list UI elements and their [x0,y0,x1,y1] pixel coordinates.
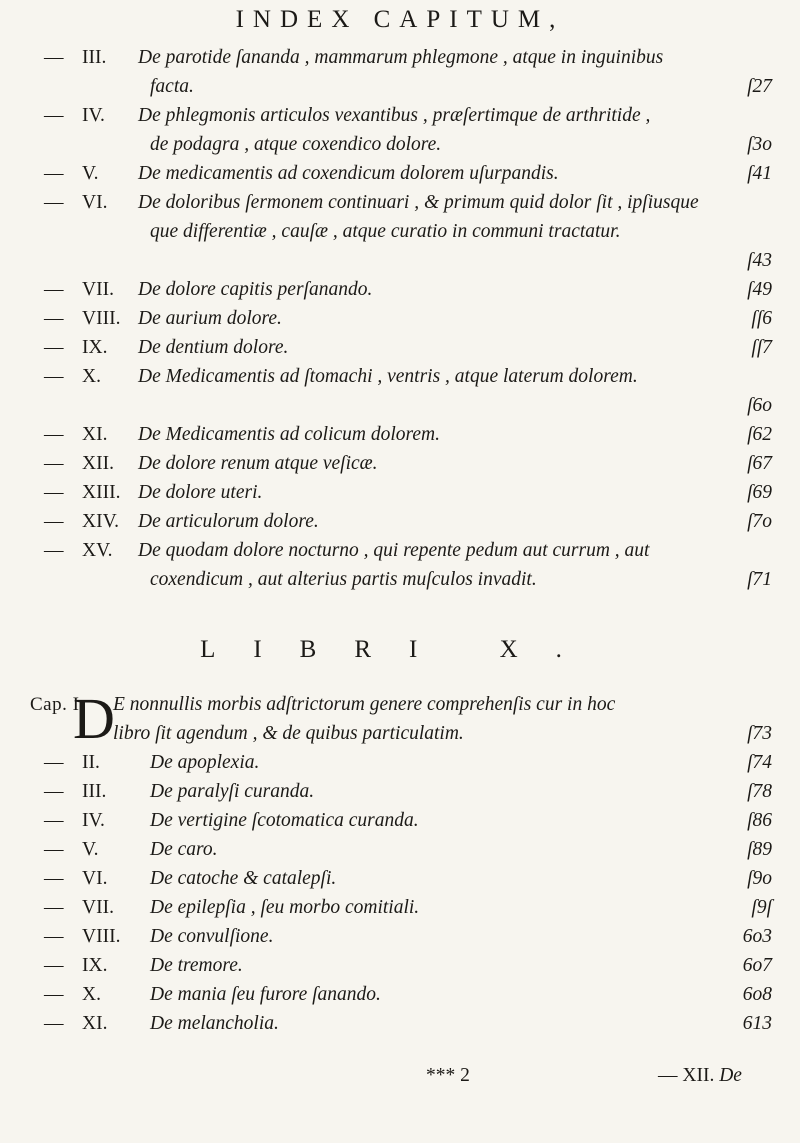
chapter-entry [0,536,800,565]
entry-dash: — [44,511,64,532]
page-number: 6o8 [742,984,772,1005]
chapter-entry [0,835,800,864]
chapter-title: De dolore capitis perſanando. [138,279,373,300]
entry-dash: — [44,279,64,300]
page-number: ſ69 [747,482,772,503]
signature-mark: *** 2 [426,1065,470,1086]
entry-dash: — [44,105,64,126]
chapter-entry-continued [0,565,800,594]
chapter-entry [0,864,800,893]
catchword-word: De [719,1065,742,1086]
chapter-list-part-2 [0,748,800,1038]
page-number: ſ86 [747,810,772,831]
page-number: ſ49 [747,279,772,300]
chapter-title-continued: libro ſit agendum , & de quibus particulatim. [113,723,464,744]
page-number: ſſ7 [751,337,772,358]
chapter-list-part-1 [0,43,800,594]
entry-dash: — [44,47,64,68]
chapter-number: VII. [82,279,114,300]
chapter-number: VIII. [82,926,121,947]
page-number: ſ7o [747,511,772,532]
page-number: ſ9ſ [751,897,772,918]
page-number: ſ67 [747,453,772,474]
chapter-title: De paralyſi curanda. [150,781,315,802]
chapter-entry-continued [0,217,800,246]
book-title: LIBRI X. [200,636,600,663]
chapter-entry [0,304,800,333]
chapter-title: De aurium dolore. [138,308,282,329]
chapter-entry [0,362,800,391]
chapter-title-continued: facta. [150,76,194,97]
page-number: ſ9o [747,868,772,889]
chapter-number: VI. [82,868,108,889]
chapter-entry [0,188,800,217]
entry-dash: — [44,366,64,387]
chapter-number: X. [82,366,101,387]
page-number: 6o3 [742,926,772,947]
chapter-title: De quodam dolore nocturno , qui repente pedum aut currum , aut [138,540,650,561]
chapter-entry [0,275,800,304]
chapter-entry-continued [0,72,800,101]
entry-dash: — [44,984,64,1005]
chapter-number: IX. [82,337,108,358]
entry-dash: — [44,308,64,329]
catchword [658,1065,742,1087]
entry-dash: — [44,192,64,213]
chapter-entry [0,922,800,951]
chapter-title-continued: que differentiæ , cauſæ , atque curatio in communi tractatur. [150,221,621,242]
page-number: ſ43 [747,250,772,271]
chapter-number: III. [82,781,107,802]
entry-dash: — [44,482,64,503]
page-number: ſ78 [747,781,772,802]
chapter-number: XIII. [82,482,121,503]
chapter-title-continued: coxendicum , aut alterius partis muſculos invadit. [150,569,537,590]
chapter-entry [0,1009,800,1038]
chapter-number: XII. [82,453,114,474]
entry-dash: — [44,337,64,358]
chapter-entry [0,420,800,449]
chapter-title-continued: de podagra , atque coxendico dolore. [150,134,442,155]
chapter-number: II. [82,752,100,773]
chapter-title: De Medicamentis ad ſtomachi , ventris , atque laterum dolorem. [138,366,638,387]
chapter-entry [0,893,800,922]
cap-label: Cap. I. [30,694,85,715]
chapter-number: III. [82,47,107,68]
catchword-number: — XII. [658,1065,715,1086]
page-footer [0,1065,800,1095]
entry-dash: — [44,163,64,184]
page-number: ſ27 [747,76,772,97]
page-number: ſ73 [747,723,772,744]
chapter-number: V. [82,163,99,184]
chapter-title: De medicamentis ad coxendicum dolorem uſurpandis. [138,163,559,184]
page-number: ſſ6 [751,308,772,329]
chapter-title: De phlegmonis articulos vexantibus , præſertimque de arthritide , [138,105,651,126]
chapter-title: De dolore renum atque veſicæ. [138,453,378,474]
chapter-title: De mania ſeu furore ſanando. [150,984,381,1005]
chapter-number: V. [82,839,99,860]
chapter-entry [0,806,800,835]
entry-dash: — [44,955,64,976]
chapter-title: De doloribus ſermonem continuari , & primum quid dolor ſit , ipſiusque [138,192,699,213]
chapter-entry [0,43,800,72]
entry-dash: — [44,540,64,561]
chapter-number: XI. [82,1013,108,1034]
chapter-entry [0,159,800,188]
chapter-number: X. [82,984,101,1005]
chapter-entry [0,951,800,980]
chapter-entry-cap-1 [0,686,800,751]
chapter-entry [0,101,800,130]
entry-dash: — [44,1013,64,1034]
page-number: ſ74 [747,752,772,773]
chapter-title: E nonnullis morbis adſtrictorum genere comprehenſis cur in hoc [113,694,616,715]
chapter-entry [0,980,800,1009]
chapter-number: IV. [82,105,105,126]
chapter-title: De convulſione. [150,926,274,947]
chapter-number: XV. [82,540,113,561]
page-number: ſ71 [747,569,772,590]
entry-dash: — [44,781,64,802]
chapter-title: De dolore uteri. [138,482,263,503]
page-number-row [0,246,800,275]
chapter-title: De melancholia. [150,1013,279,1034]
chapter-title: De caro. [150,839,218,860]
chapter-number: VII. [82,897,114,918]
chapter-entry [0,507,800,536]
chapter-number: VIII. [82,308,121,329]
chapter-title: De parotide ſananda , mammarum phlegmone , atque in inguinibus [138,47,664,68]
page-number: ſ41 [747,163,772,184]
page-number: ſ3o [747,134,772,155]
page-number: 613 [742,1013,772,1034]
chapter-entry [0,478,800,507]
chapter-number: VI. [82,192,108,213]
chapter-number: IX. [82,955,108,976]
entry-dash: — [44,453,64,474]
chapter-title: De dentium dolore. [138,337,289,358]
drop-cap: D [73,686,115,751]
chapter-title: De Medicamentis ad colicum dolorem. [138,424,440,445]
chapter-entry [0,777,800,806]
entry-dash: — [44,424,64,445]
page-number: ſ62 [747,424,772,445]
page-header: INDEX CAPITUM, [235,6,565,33]
chapter-entry-continued [0,130,800,159]
chapter-entry [0,748,800,777]
chapter-title: De vertigine ſcotomatica curanda. [150,810,419,831]
page-number-row [0,391,800,420]
entry-dash: — [44,810,64,831]
chapter-title: De catoche & catalepſi. [150,868,337,889]
entry-dash: — [44,868,64,889]
chapter-entry [0,449,800,478]
chapter-title: De articulorum dolore. [138,511,319,532]
page-number: 6o7 [742,955,772,976]
chapter-title: De tremore. [150,955,243,976]
entry-dash: — [44,839,64,860]
chapter-entry [0,333,800,362]
entry-dash: — [44,752,64,773]
entry-dash: — [44,926,64,947]
chapter-number: IV. [82,810,105,831]
chapter-number: XIV. [82,511,120,532]
entry-dash: — [44,897,64,918]
page-number: ſ6o [747,395,772,416]
chapter-title: De epilepſia , ſeu morbo comitiali. [150,897,420,918]
chapter-number: XI. [82,424,108,445]
page-number: ſ89 [747,839,772,860]
chapter-title: De apoplexia. [150,752,260,773]
